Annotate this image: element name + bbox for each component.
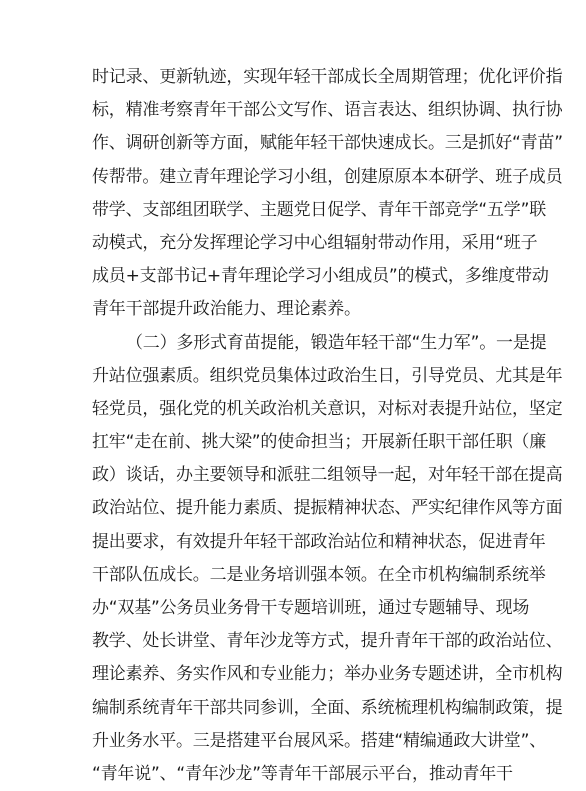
text-line-19: 理论素养、务实作风和专业能力；举办业务专题述讲，全市机构 [92,664,563,685]
text-line-12: 扛牢“走在前、挑大梁”的使命担当；开展新任职干部任职（廉 [92,432,547,453]
text-line-16: 干部队伍成长。二是业务培训强本领。在全市机构编制系统举 [92,564,546,585]
text-line-2: 标，精准考察青年干部公文写作、语言表达、组织协调、执行协 [92,100,563,121]
text-line-17: 办“双基”公务员业务骨干专题培训班，通过专题辅导、现场 [92,598,530,618]
text-line-22: “青年说”、“青年沙龙”等青年干部展示平台，推动青年干 [92,763,513,784]
text-line-4: 传帮带。建立青年理论学习小组，创建原原本本研学、班子成员 [92,166,563,187]
text-line-20: 编制系统青年干部共同参训，全面、系统梳理机构编制政策，提 [92,697,563,718]
text-line-15: 提出要求，有效提升年轻干部政治站位和精神状态，促进青年 [92,531,546,552]
text-line-11: 轻党员，强化党的机关政治机关意识，对标对表提升站位，坚定 [92,398,563,419]
section-heading-line: （二）多形式育苗提能，锻造年轻干部“生力军”。一是提 [126,332,547,353]
body-text [92,61,563,791]
text-line-10: 升站位强素质。组织党员集体过政治生日，引导党员、尤其是年 [92,365,563,386]
text-line-14: 政治站位、提升能力素质、提振精神状态、严实纪律作风等方面 [92,498,563,519]
text-line-21: 升业务水平。三是搭建平台展风采。搭建“精编通政大讲堂”、 [92,730,547,751]
text-line-18: 教学、处长讲堂、青年沙龙等方式，提升青年干部的政治站位、 [92,631,563,652]
text-line-1: 时记录、更新轨迹，实现年轻干部成长全周期管理；优化评价指 [92,67,563,87]
text-line-5: 带学、支部组团联学、主题党日促学、青年干部竞学“五学”联 [92,199,547,220]
text-line-13: 政）谈话，办主要领导和派驻二组领导一起，对年轻干部在提高 [92,465,563,486]
text-line-3: 作、调研创新等方面，赋能年轻干部快速成长。三是抓好“青苗” [92,133,563,154]
text-line-8: 青年干部提升政治能力、理论素养。 [92,299,361,320]
text-line-6: 动模式，充分发挥理论学习中心组辐射带动作用，采用“班子 [92,232,538,253]
text-line-7: 成员+支部书记+青年理论学习小组成员”的模式，多维度带动 [92,266,549,287]
